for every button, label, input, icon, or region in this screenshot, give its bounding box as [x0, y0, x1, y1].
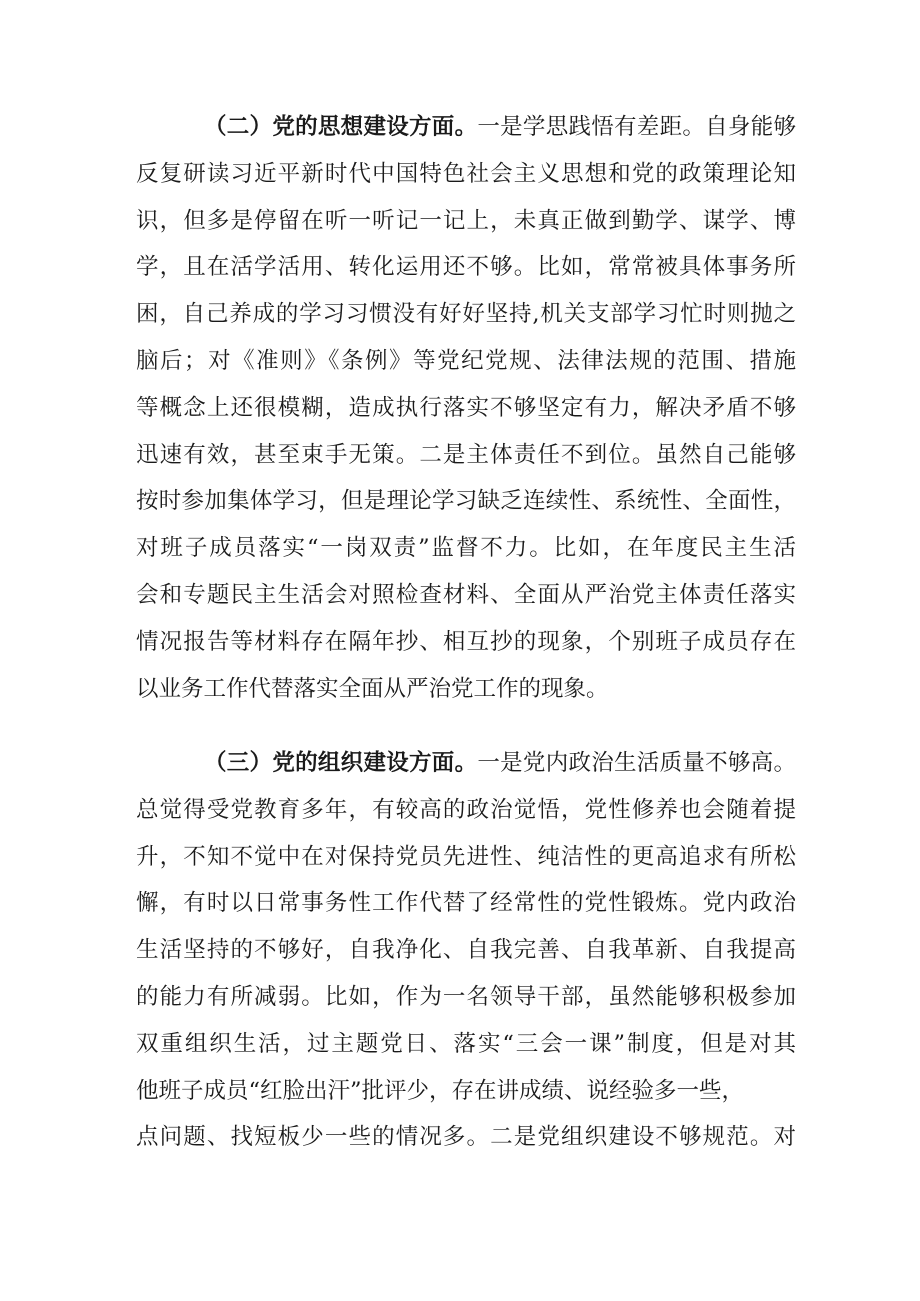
- paragraph-line: 点问题、找短板少一些的情况多。二是党组织建设不够规范。对: [136, 1124, 796, 1151]
- section-heading: （三）党的组织建设方面。: [204, 750, 478, 776]
- paragraph-line: 总觉得受党教育多年，有较高的政治觉悟，党性修养也会随着提: [136, 796, 796, 823]
- paragraph-line: 的能力有所减弱。比如，作为一名领导干部，虽然能够积极参加: [136, 983, 796, 1010]
- section-organizational-building: [136, 740, 796, 1161]
- paragraph-text: 一是学思践悟有差距。自身能够: [477, 114, 796, 140]
- section-ideological-building: [136, 104, 796, 712]
- paragraph-line: 等概念上还很模糊，造成执行落实不够坚定有力，解决矛盾不够: [136, 394, 796, 421]
- paragraph-line: 反复研读习近平新时代中国特色社会主义思想和党的政策理论知: [136, 160, 796, 187]
- section-heading: （二）党的思想建设方面。: [204, 114, 478, 140]
- paragraph-line: 他班子成员“红脸出汗”批评少，存在讲成绩、说经验多一些，: [136, 1077, 745, 1104]
- paragraph-line: 以业务工作代替落实全面从严治党工作的现象。: [136, 675, 609, 702]
- paragraph-line: 困，自己养成的学习习惯没有好好坚持,机关支部学习忙时则抛之: [136, 301, 796, 328]
- paragraph-line: 识，但多是停留在听一听记一记上，未真正做到勤学、谋学、博: [136, 207, 796, 234]
- paragraph-line: 懈，有时以日常事务性工作代替了经常性的党性锻炼。党内政治: [136, 890, 796, 917]
- paragraph-text: 一是党内政治生活质量不够高。: [477, 750, 796, 776]
- paragraph-line: 情况报告等材料存在隔年抄、相互抄的现象，个别班子成员存在: [136, 628, 796, 655]
- paragraph-line: [136, 104, 796, 151]
- paragraph-line: 按时参加集体学习，但是理论学习缺乏连续性、系统性、全面性，: [136, 488, 796, 515]
- paragraph-line: 生活坚持的不够好，自我净化、自我完善、自我革新、自我提高: [136, 937, 796, 964]
- paragraph-line: 双重组织生活，过主题党日、落实“三会一课”制度，但是对其: [136, 1030, 796, 1057]
- paragraph-line: 迅速有效，甚至束手无策。二是主体责任不到位。虽然自己能够: [136, 441, 796, 468]
- paragraph-line: [136, 740, 796, 787]
- paragraph-line: 升，不知不觉中在对保持党员先进性、纯洁性的更高追求有所松: [136, 843, 796, 870]
- paragraph-line: 会和专题民主生活会对照检查材料、全面从严治党主体责任落实: [136, 581, 796, 608]
- paragraph-line: 对班子成员落实“一岗双责”监督不力。比如，在年度民主生活: [136, 535, 796, 562]
- paragraph-line: 脑后；对《准则》《条例》等党纪党规、法律法规的范围、措施: [136, 347, 796, 374]
- paragraph-line: 学，且在活学活用、转化运用还不够。比如，常常被具体事务所: [136, 254, 796, 281]
